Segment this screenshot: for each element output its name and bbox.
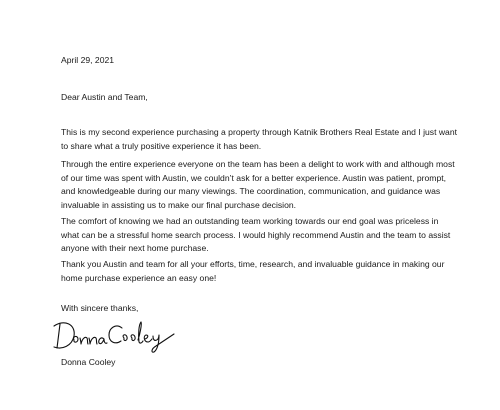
paragraph-line: and knowledgeable during our many viewings. The coordination, communication, and guidance was (61, 186, 441, 197)
paragraph-1 (61, 126, 481, 153)
letter-date: April 29, 2021 (61, 55, 115, 65)
closing: With sincere thanks, (61, 303, 139, 313)
paragraph-line: Thank you Austin and team for all your efforts, time, research, and invaluable guidance in making our (61, 259, 445, 269)
paragraph-line: invaluable in assisting us to make our final purchase decision. (61, 199, 297, 210)
paragraph-4 (61, 258, 481, 285)
paragraph-line: of our time was spent with Austin, we couldn’t ask for a better experience. Austin was patient, prompt, (61, 172, 447, 183)
paragraph-line: anyone with their next home purchase. (61, 243, 209, 254)
paragraph-line: home purchase experience an easy one! (61, 272, 217, 283)
paragraph-line: The comfort of knowing we had an outstanding team working towards our end goal was priceless in (61, 216, 439, 226)
signer-name: Donna Cooley (61, 357, 116, 367)
paragraph-line: This is my second experience purchasing a property through Katnik Brothers Real Estate and I just want (61, 127, 457, 137)
handwritten-signature (50, 314, 180, 358)
paragraph-3 (61, 215, 481, 256)
paragraph-line: to share what a truly positive experience it has been. (61, 140, 262, 151)
paragraph-line: Through the entire experience everyone on the team has been a delight to work with and although most (61, 159, 455, 169)
paragraph-line: what can be a stressful home search process. I would highly recommend Austin and the team to assist (61, 229, 451, 240)
salutation: Dear Austin and Team, (61, 92, 148, 102)
paragraph-2 (61, 158, 481, 212)
